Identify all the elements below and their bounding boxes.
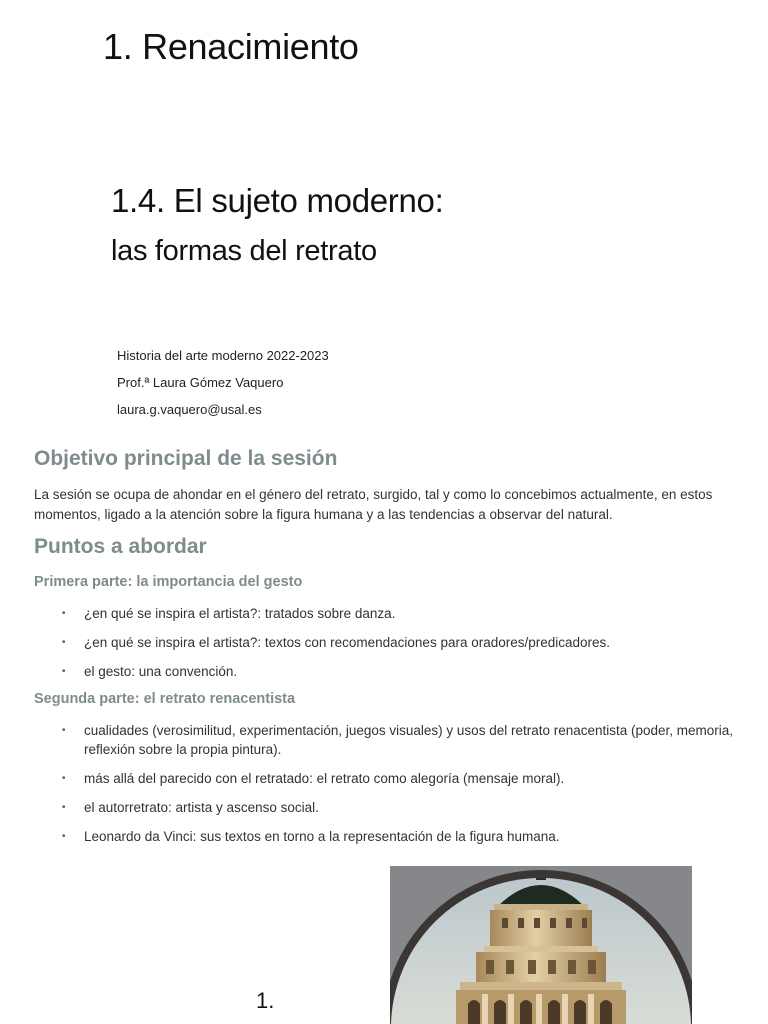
list-item-text: cualidades (verosimilitud, experimentación, juegos visuales) y usos del retrato renacentista (poder, memoria, reflexión sobre la propia pintura). xyxy=(84,723,734,757)
section-title: 1.4. El sujeto moderno: xyxy=(111,182,444,219)
section-subtitle: las formas del retrato xyxy=(111,235,377,267)
part-two-list xyxy=(60,721,750,856)
domed-temple-painting-icon xyxy=(390,866,692,1024)
list-item-text: Leonardo da Vinci: sus textos en torno a la representación de la figura humana. xyxy=(84,829,560,844)
bullet-icon: • xyxy=(62,831,66,842)
chapter-title: 1. Renacimiento xyxy=(103,26,359,67)
professor-name: Prof.ª Laura Gómez Vaquero xyxy=(117,375,284,390)
list-item xyxy=(60,798,750,817)
list-item xyxy=(60,721,750,759)
list-item-text: ¿en qué se inspira el artista?: textos con recomendaciones para oradores/predicadores. xyxy=(84,635,611,650)
part-two-title: Segunda parte: el retrato renacentista xyxy=(34,691,296,707)
part-one-list xyxy=(60,604,750,691)
list-item xyxy=(60,662,750,681)
topics-heading: Puntos a abordar xyxy=(34,535,207,558)
list-item-text: el autorretrato: artista y ascenso social. xyxy=(84,800,319,815)
professor-email: laura.g.vaquero@usal.es xyxy=(117,402,262,417)
course-name: Historia del arte moderno 2022-2023 xyxy=(117,348,329,363)
painting-image xyxy=(390,866,692,1024)
bullet-icon: • xyxy=(62,773,66,784)
objective-text: La sesión se ocupa de ahondar en el género del retrato, surgido, tal y como lo concebimos actualmente, en estos momentos, ligado a la atención sobre la figura humana y a las tendencias a observar del natural. xyxy=(34,487,713,522)
list-item xyxy=(60,633,750,652)
bullet-icon: • xyxy=(62,725,66,736)
part-one-title: Primera parte: la importancia del gesto xyxy=(34,574,303,590)
list-item-text: el gesto: una convención. xyxy=(84,664,238,679)
figure-number: 1. xyxy=(256,988,275,1013)
list-item xyxy=(60,769,750,788)
bullet-icon: • xyxy=(62,608,66,619)
objective-heading: Objetivo principal de la sesión xyxy=(34,447,338,470)
bullet-icon: • xyxy=(62,666,66,677)
bullet-icon: • xyxy=(62,802,66,813)
list-item-text: más allá del parecido con el retratado: el retrato como alegoría (mensaje moral). xyxy=(84,771,565,786)
list-item-text: ¿en qué se inspira el artista?: tratados sobre danza. xyxy=(84,606,396,621)
bullet-icon: • xyxy=(62,637,66,648)
list-item xyxy=(60,827,750,846)
list-item xyxy=(60,604,750,623)
